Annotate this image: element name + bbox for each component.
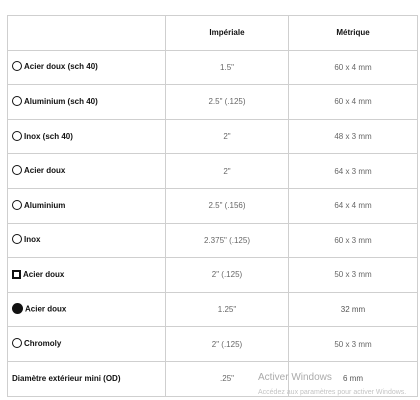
imperial-value: 1.25"	[166, 292, 289, 327]
imperial-value: 2" (.125)	[166, 327, 289, 362]
metric-value: 64 x 4 mm	[289, 188, 418, 223]
metric-value: 50 x 3 mm	[289, 258, 418, 293]
row-label: Chromoly	[24, 339, 62, 349]
imperial-value: 2"	[166, 119, 289, 154]
table-row	[8, 50, 418, 85]
row-label-cell	[8, 327, 166, 362]
row-label: Inox (sch 40)	[24, 131, 73, 141]
row-label-cell	[8, 223, 166, 258]
row-label-cell	[8, 188, 166, 223]
metric-value: 32 mm	[289, 292, 418, 327]
imperial-value: .25"	[166, 361, 289, 396]
circle-outline-icon	[12, 131, 22, 141]
imperial-value: 2.375" (.125)	[166, 223, 289, 258]
windows-activation-watermark: Activer Windows	[258, 372, 332, 383]
header-metric: Métrique	[289, 16, 418, 51]
header-imperial: Impériale	[166, 16, 289, 51]
circle-outline-icon	[12, 234, 22, 244]
imperial-value: 2.5" (.125)	[166, 85, 289, 120]
row-label: Acier doux	[24, 166, 66, 176]
imperial-value: 1.5"	[166, 50, 289, 85]
circle-outline-icon	[12, 96, 22, 106]
row-label-cell	[8, 85, 166, 120]
windows-activation-hint: Accédez aux paramètres pour activer Windows.	[258, 389, 407, 396]
imperial-value: 2" (.125)	[166, 258, 289, 293]
table-row	[8, 223, 418, 258]
circle-outline-icon	[12, 338, 22, 348]
metric-value: 60 x 3 mm	[289, 223, 418, 258]
metric-value: 6 mm	[289, 361, 418, 396]
table-row	[8, 258, 418, 293]
metric-value: 50 x 3 mm	[289, 327, 418, 362]
row-label-cell	[8, 258, 166, 293]
row-label: Acier doux	[23, 270, 65, 280]
imperial-value: 2.5" (.156)	[166, 188, 289, 223]
row-label-cell	[8, 361, 166, 396]
spec-table	[7, 15, 418, 397]
row-label: Inox	[24, 235, 41, 245]
table-row	[8, 188, 418, 223]
row-label: Aluminium (sch 40)	[24, 97, 98, 107]
row-label-cell	[8, 119, 166, 154]
header-material	[8, 16, 166, 51]
table-row	[8, 119, 418, 154]
table-row	[8, 85, 418, 120]
circle-outline-icon	[12, 165, 22, 175]
metric-value: 48 x 3 mm	[289, 119, 418, 154]
row-label: Diamètre extérieur mini (OD)	[12, 374, 121, 384]
metric-value: 64 x 3 mm	[289, 154, 418, 189]
row-label: Acier doux (sch 40)	[24, 62, 98, 72]
table-row	[8, 154, 418, 189]
row-label-cell	[8, 50, 166, 85]
circle-outline-icon	[12, 200, 22, 210]
row-label-cell	[8, 154, 166, 189]
row-label: Aluminium	[24, 200, 66, 210]
table-header-row	[8, 16, 418, 51]
circle-filled-icon	[12, 303, 23, 314]
square-outline-icon	[12, 270, 21, 279]
row-label: Acier doux	[25, 304, 67, 314]
metric-value: 60 x 4 mm	[289, 50, 418, 85]
circle-outline-icon	[12, 61, 22, 71]
imperial-value: 2"	[166, 154, 289, 189]
metric-value: 60 x 4 mm	[289, 85, 418, 120]
table-row	[8, 327, 418, 362]
table-row	[8, 292, 418, 327]
row-label-cell	[8, 292, 166, 327]
